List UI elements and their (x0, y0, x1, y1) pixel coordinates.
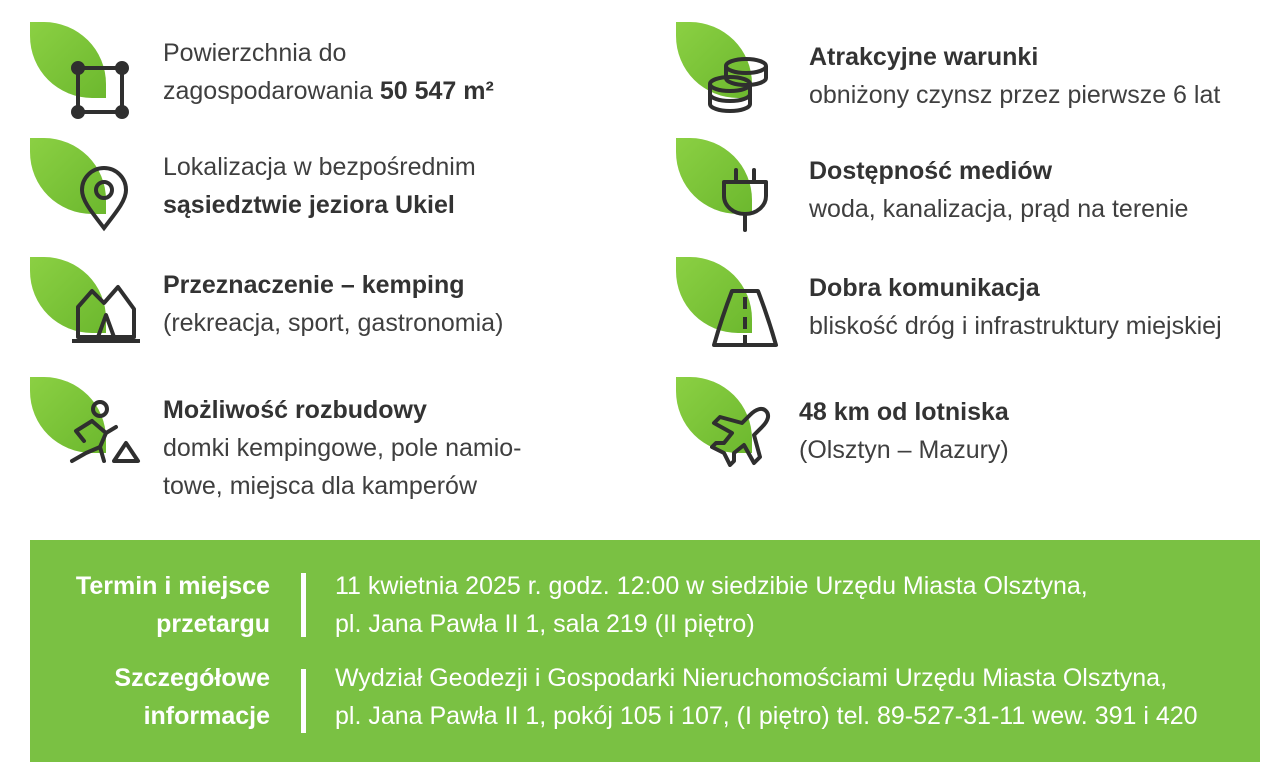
tender-label-line2: przetargu (156, 610, 270, 638)
tender-line1: 11 kwietnia 2025 r. godz. 12:00 w siedzibie Urzędu Miasta Olsztyna, (335, 572, 1088, 600)
details-label-line1: Szczegółowe (114, 664, 270, 692)
feature-location-text (163, 148, 476, 224)
construction-worker-icon (64, 397, 144, 467)
feature-terms (676, 22, 1266, 122)
feature-purpose-title: Przeznaczenie – kemping (163, 271, 465, 299)
feature-terms-title: Atrakcyjne warunki (809, 43, 1039, 71)
feature-area (30, 22, 590, 122)
area-square-icon (68, 58, 132, 122)
feature-location-line1: Lokalizacja w bezpośrednim (163, 153, 476, 181)
feature-transport (676, 257, 1266, 357)
feature-transport-title: Dobra komunikacja (809, 274, 1040, 302)
feature-airport-desc: (Olsztyn – Mazury) (799, 436, 1009, 464)
details-label-line2: informacje (143, 702, 270, 730)
tender-divider (301, 573, 306, 637)
coins-stack-icon (706, 56, 770, 114)
feature-area-line1: Powierzchnia do (163, 39, 347, 67)
details-text (335, 659, 1198, 735)
feature-area-text (163, 34, 494, 110)
feature-terms-text (809, 38, 1220, 114)
feature-area-value: 50 547 m² (379, 77, 494, 105)
info-band (30, 540, 1260, 762)
feature-utilities-title: Dostępność mediów (809, 157, 1053, 185)
details-divider (301, 669, 306, 733)
details-line2: pl. Jana Pawła II 1, pokój 105 i 107, (I piętro) tel. 89-527-31-11 wew. 391 i 420 (335, 702, 1198, 730)
feature-purpose (30, 257, 590, 357)
feature-expansion (30, 377, 590, 507)
feature-airport-text (799, 393, 1009, 469)
details-line1: Wydział Geodezji i Gospodarki Nieruchomościami Urzędu Miasta Olsztyna, (335, 664, 1168, 692)
feature-utilities-text (809, 152, 1188, 228)
feature-purpose-text (163, 266, 503, 342)
feature-location (30, 138, 590, 238)
feature-location-line2: sąsiedztwie jeziora Ukiel (163, 191, 455, 219)
feature-terms-desc: obniżony czynsz przez pierwsze 6 lat (809, 81, 1221, 109)
feature-transport-text (809, 269, 1222, 345)
feature-airport-title: 48 km od lotniska (799, 398, 1009, 426)
feature-expansion-title: Możliwość rozbudowy (163, 396, 427, 424)
tender-text (335, 567, 1088, 643)
tender-line2: pl. Jana Pawła II 1, sala 219 (II piętro) (335, 610, 755, 638)
feature-area-line2: zagospodarowania (163, 77, 380, 105)
tender-label-line1: Termin i miejsce (75, 572, 270, 600)
power-plug-icon (720, 166, 770, 234)
feature-expansion-desc2: towe, miejsca dla kamperów (163, 472, 478, 500)
airplane-icon (710, 405, 772, 467)
feature-airport (676, 377, 1266, 477)
location-pin-icon (76, 166, 132, 232)
tent-icon (70, 279, 142, 345)
road-icon (710, 287, 780, 349)
feature-utilities (676, 138, 1266, 238)
feature-purpose-desc: (rekreacja, sport, gastronomia) (163, 309, 504, 337)
tender-label (76, 567, 270, 643)
feature-utilities-desc: woda, kanalizacja, prąd na terenie (809, 195, 1189, 223)
feature-transport-desc: bliskość dróg i infrastruktury miejskiej (809, 312, 1222, 340)
feature-expansion-text (163, 391, 522, 505)
feature-expansion-desc1: domki kempingowe, pole namio- (163, 434, 522, 462)
details-label (114, 659, 270, 735)
